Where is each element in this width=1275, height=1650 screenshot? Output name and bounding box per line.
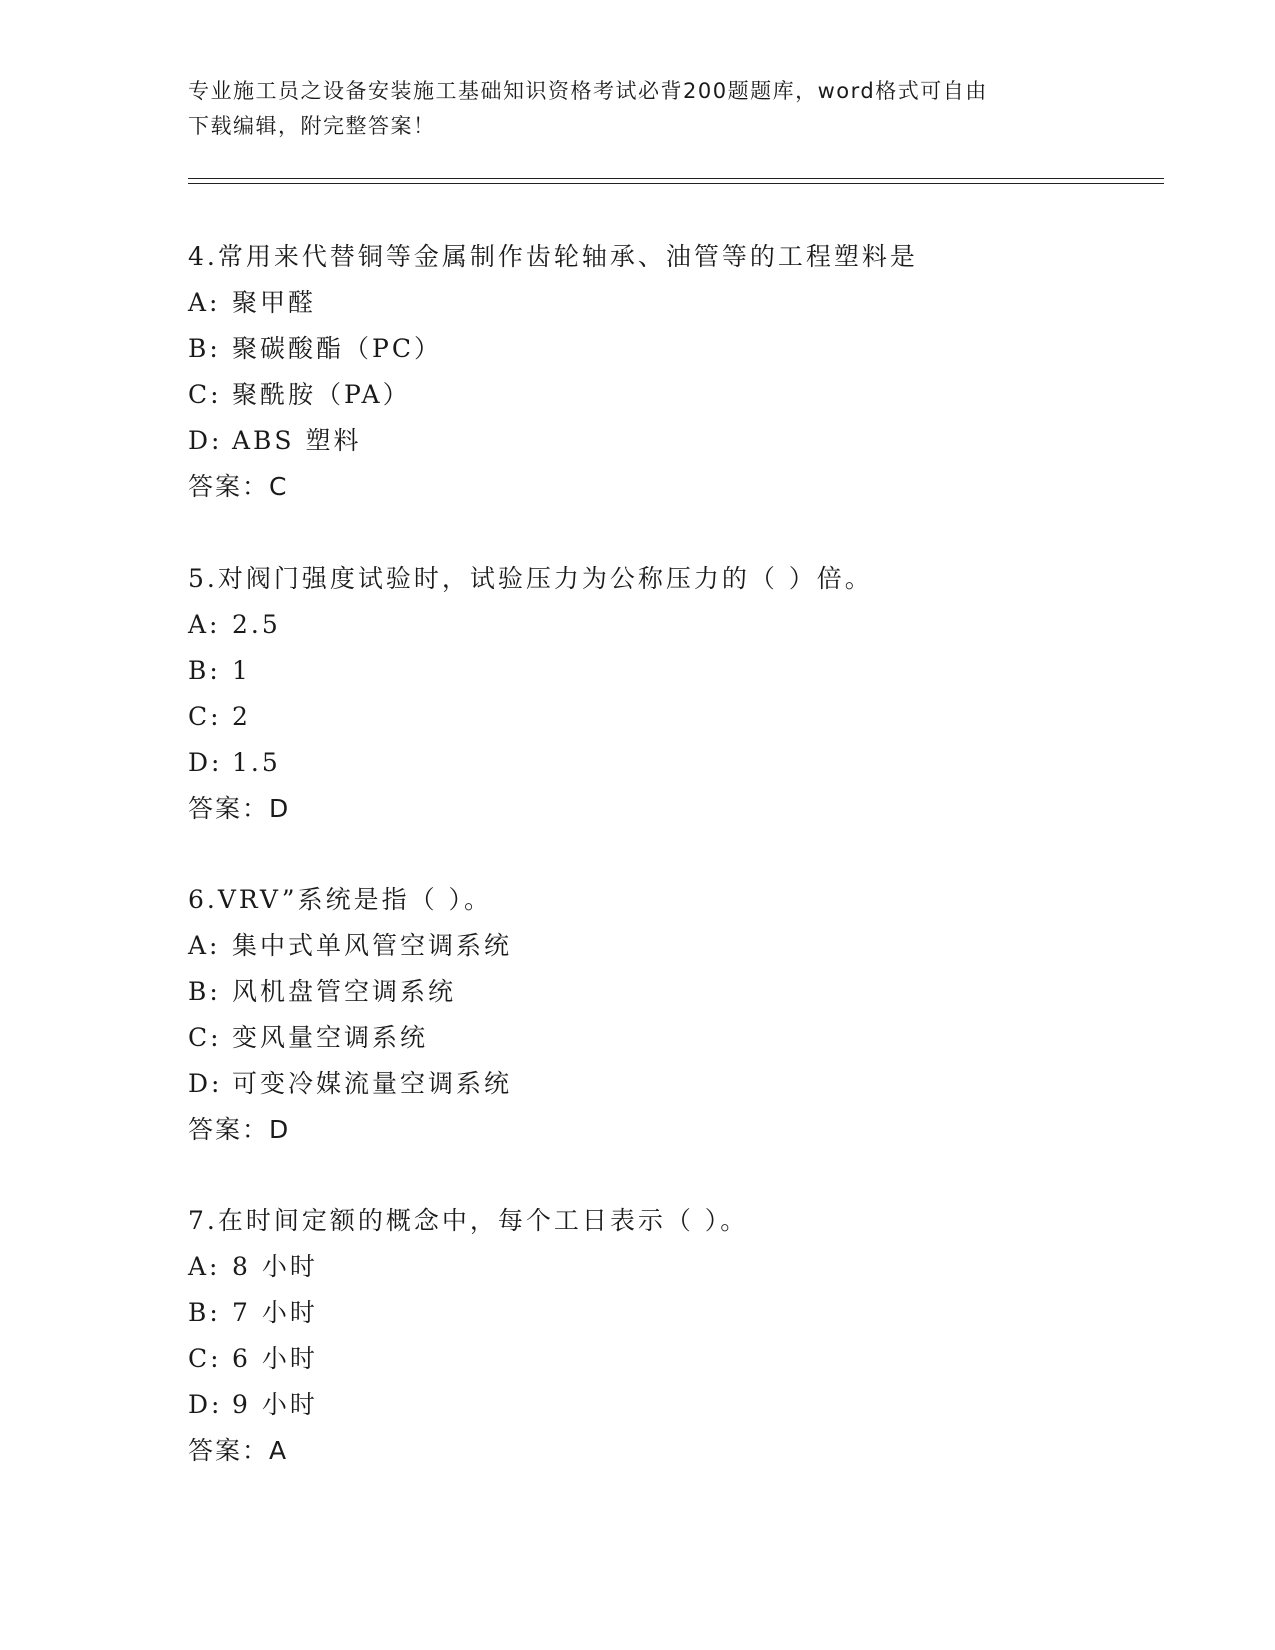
option-text: 8 小时 <box>232 1252 318 1281</box>
option-letter: D: <box>188 748 223 777</box>
option-letter: B: <box>188 977 221 1006</box>
option-letter: D: <box>188 426 223 455</box>
option-text: 2 <box>232 702 251 731</box>
option-c <box>188 694 1168 740</box>
document-header <box>188 74 1088 144</box>
option-a <box>188 280 1168 326</box>
option-text: 7 小时 <box>232 1298 318 1327</box>
header-line-1: 专业施工员之设备安装施工基础知识资格考试必背200题题库，word格式可自由 <box>188 79 988 103</box>
option-a <box>188 1244 1168 1290</box>
header-divider-bottom <box>188 183 1164 184</box>
answer-line: 答案：D <box>188 794 291 823</box>
option-d <box>188 418 1168 464</box>
question-block <box>188 234 1168 510</box>
question-block <box>188 877 1168 1153</box>
option-letter: A: <box>188 610 221 639</box>
option-a <box>188 602 1168 648</box>
answer-line: 答案：C <box>188 472 289 501</box>
option-letter: A: <box>188 288 221 317</box>
option-letter: D: <box>188 1069 223 1098</box>
option-letter: A: <box>188 931 221 960</box>
option-c <box>188 1015 1168 1061</box>
option-a <box>188 923 1168 969</box>
option-d <box>188 1061 1168 1107</box>
option-text: 1.5 <box>232 748 281 777</box>
option-d <box>188 740 1168 786</box>
option-b <box>188 648 1168 694</box>
answer-line: 答案：A <box>188 1436 289 1465</box>
answer-line: 答案：D <box>188 1115 291 1144</box>
option-text: 聚甲醛 <box>232 288 317 317</box>
option-c <box>188 1336 1168 1382</box>
option-text: 变风量空调系统 <box>232 1023 429 1052</box>
option-letter: D: <box>188 1390 223 1419</box>
option-c <box>188 372 1168 418</box>
question-block <box>188 556 1168 832</box>
option-letter: C: <box>188 380 222 409</box>
option-letter: C: <box>188 1023 222 1052</box>
option-letter: B: <box>188 1298 221 1327</box>
option-letter: A: <box>188 1252 221 1281</box>
question-title: 4.常用来代替铜等金属制作齿轮轴承、油管等的工程塑料是 <box>188 242 918 271</box>
option-letter: B: <box>188 334 221 363</box>
option-text: 集中式单风管空调系统 <box>232 931 513 960</box>
option-d <box>188 1382 1168 1428</box>
header-divider-top <box>188 178 1164 179</box>
option-text: 聚碳酸酯（PC） <box>232 334 442 363</box>
option-letter: B: <box>188 656 221 685</box>
question-title: 5.对阀门强度试验时，试验压力为公称压力的（ ）倍。 <box>188 564 873 593</box>
option-text: ABS 塑料 <box>232 426 362 455</box>
question-title: 7.在时间定额的概念中，每个工日表示（ ）。 <box>188 1206 749 1235</box>
option-b <box>188 969 1168 1015</box>
option-text: 9 小时 <box>232 1390 318 1419</box>
option-b <box>188 1290 1168 1336</box>
header-line-2: 下载编辑，附完整答案！ <box>188 114 436 138</box>
option-text: 聚酰胺（PA） <box>232 380 411 409</box>
option-b <box>188 326 1168 372</box>
option-text: 6 小时 <box>232 1344 318 1373</box>
option-text: 风机盘管空调系统 <box>232 977 457 1006</box>
question-title: 6.VRV”系统是指（ ）。 <box>188 885 493 914</box>
option-letter: C: <box>188 702 222 731</box>
option-text: 1 <box>232 656 251 685</box>
option-text: 可变冷媒流量空调系统 <box>232 1069 513 1098</box>
option-letter: C: <box>188 1344 222 1373</box>
option-text: 2.5 <box>232 610 281 639</box>
question-block <box>188 1198 1168 1474</box>
